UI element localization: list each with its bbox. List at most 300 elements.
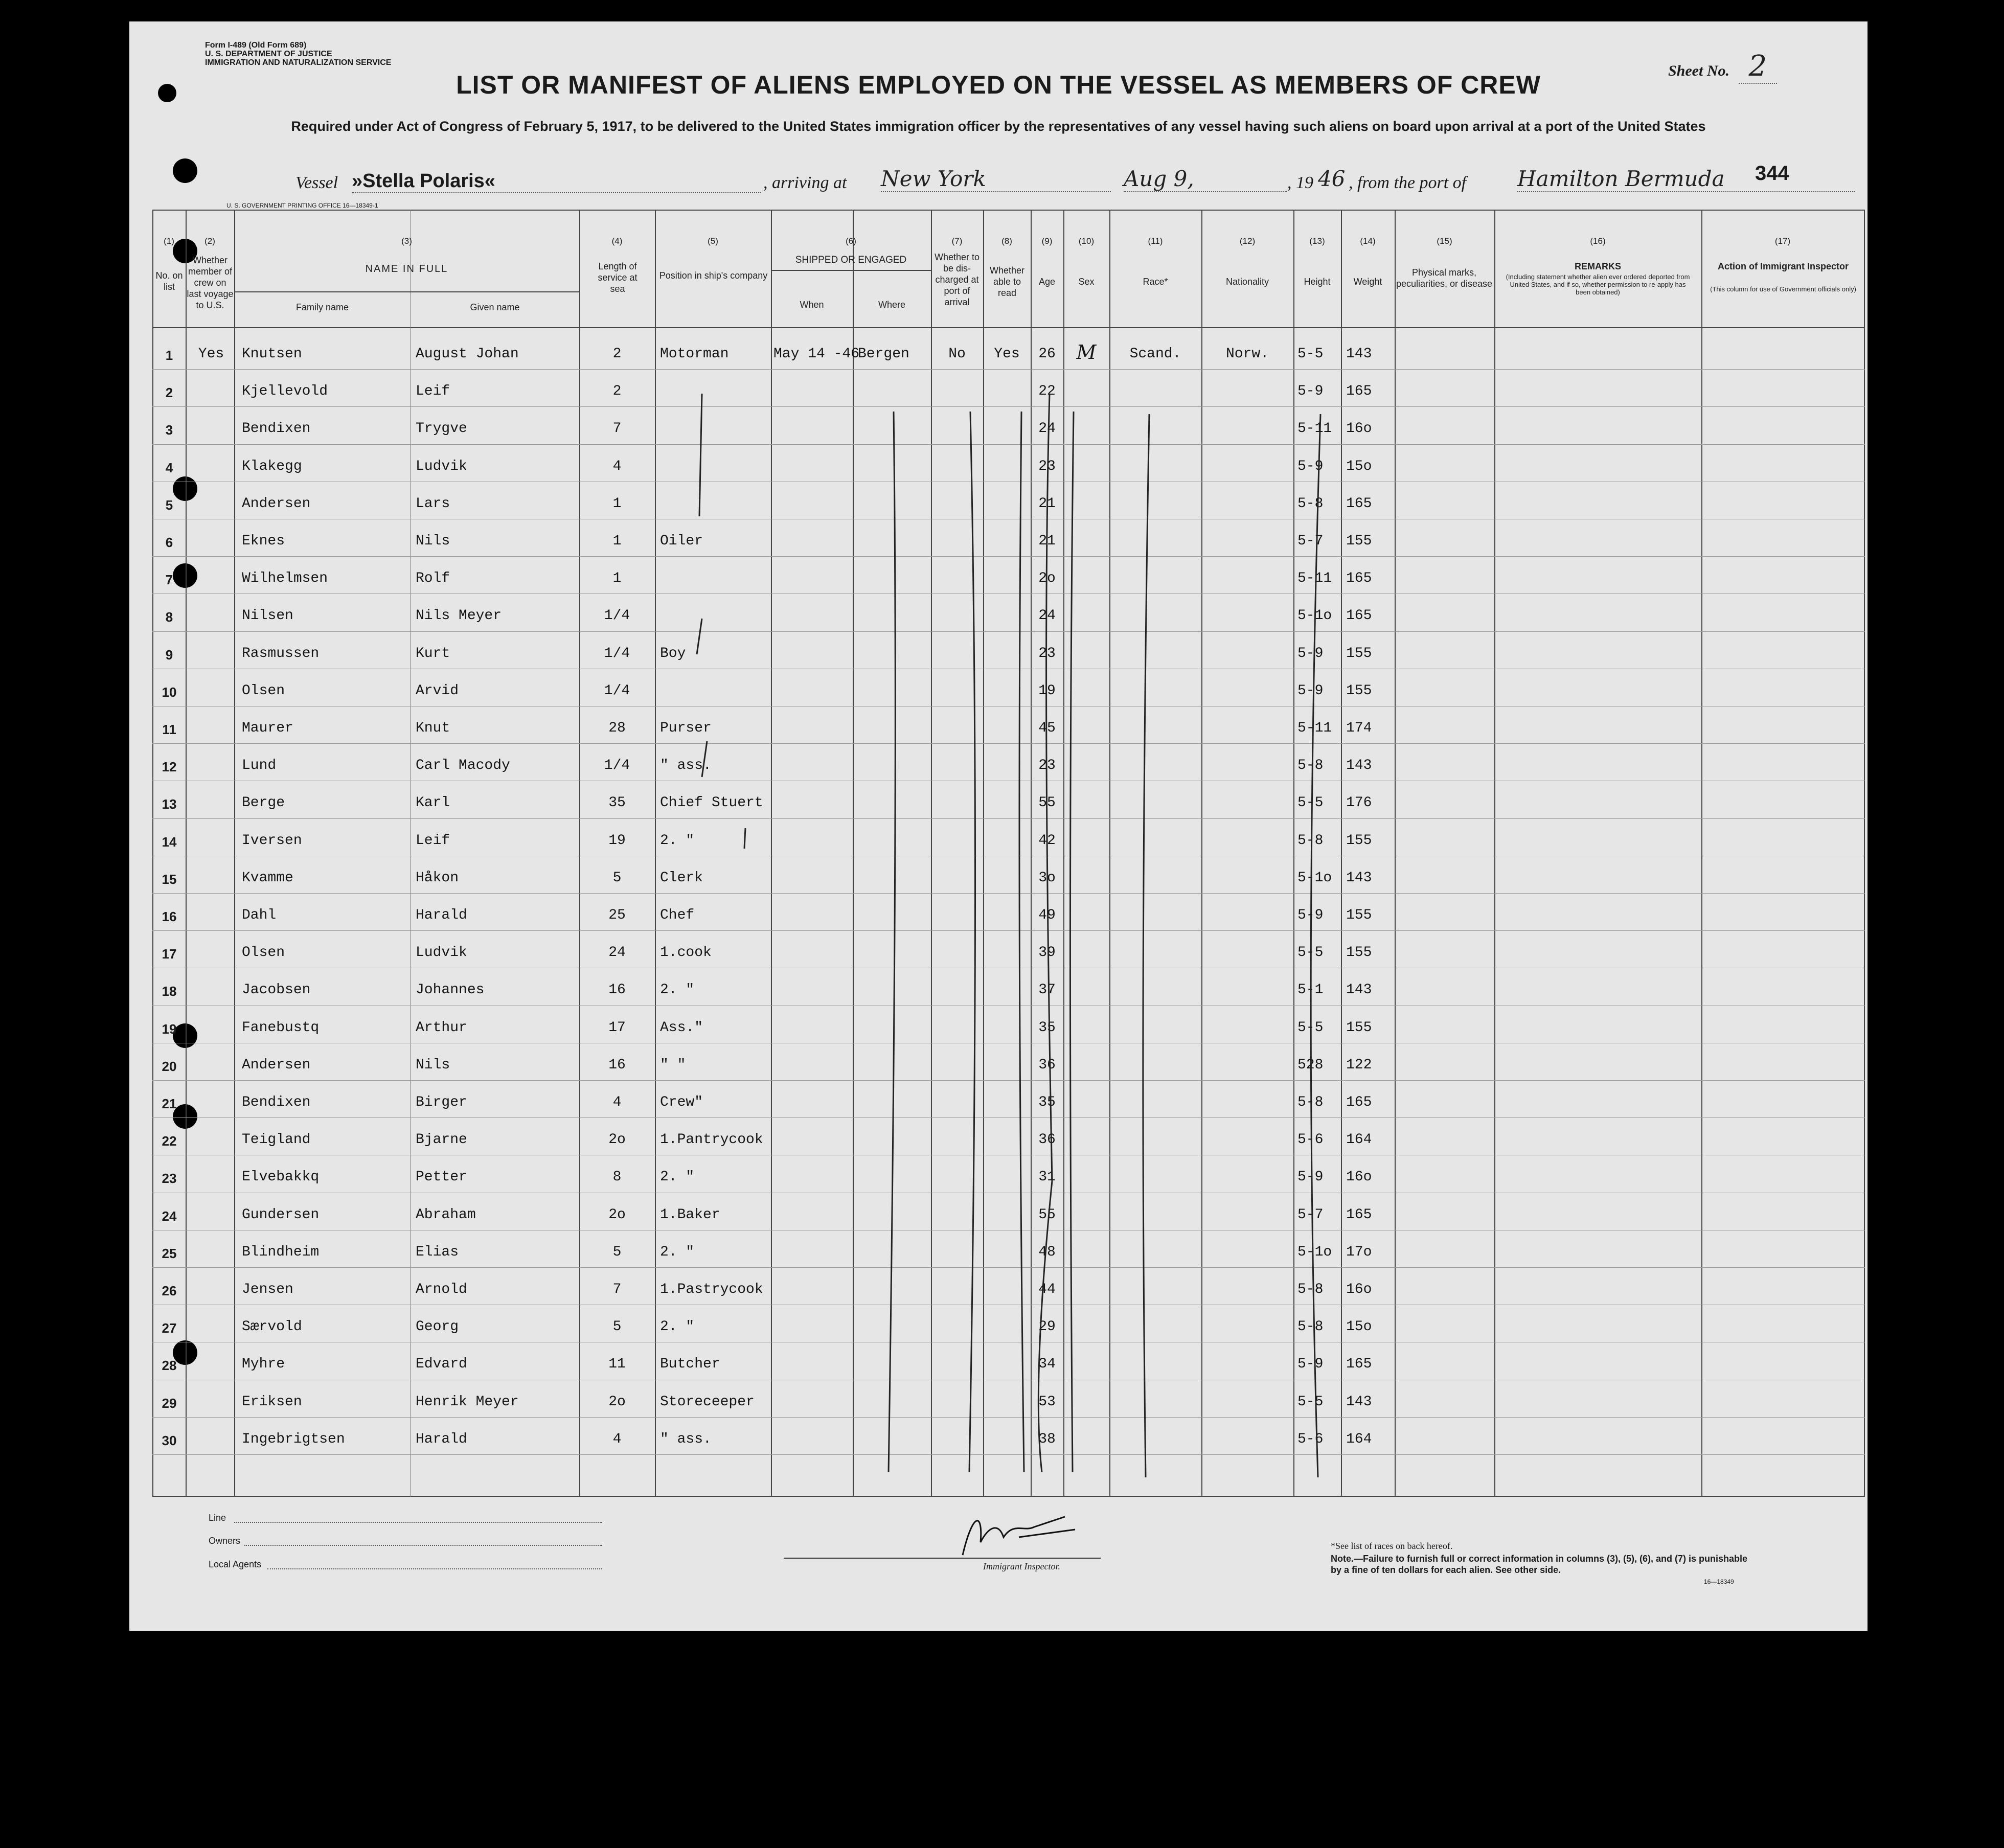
col-num-3: (3) bbox=[401, 236, 412, 246]
cell-family: Ingebrigtsen bbox=[242, 1431, 345, 1447]
cell-age: 24 bbox=[1038, 421, 1056, 437]
cell-length: 7 bbox=[612, 421, 622, 437]
cell-family: Knutsen bbox=[242, 346, 302, 362]
cell-given: Nils bbox=[416, 1057, 450, 1073]
cell-weight: 165 bbox=[1346, 571, 1372, 587]
ditto-strokes bbox=[152, 210, 1865, 1497]
col-num-15: (15) bbox=[1437, 236, 1452, 246]
cell-length: 35 bbox=[608, 795, 626, 811]
row-number: 16 bbox=[162, 909, 177, 924]
cell-height: 5-6 bbox=[1297, 1431, 1324, 1447]
arrival-date: Aug 9, bbox=[1124, 166, 1287, 192]
cell-given: Arvid bbox=[416, 682, 459, 699]
header-whether-member: Whether member of crew on last voyage to U.S. bbox=[187, 255, 234, 310]
cell-family: Maurer bbox=[242, 720, 293, 736]
cell-family: Klakegg bbox=[242, 458, 302, 474]
row-number: 18 bbox=[162, 984, 177, 999]
cell-length: 11 bbox=[608, 1356, 626, 1373]
cell-height: 5-9 bbox=[1297, 645, 1324, 661]
cell-weight: 16o bbox=[1346, 421, 1372, 437]
cell-position: 2. " bbox=[660, 982, 695, 998]
row-number: 14 bbox=[162, 834, 177, 850]
cell-given: Arnold bbox=[416, 1282, 467, 1297]
cell-family: Elvebakkq bbox=[242, 1169, 320, 1185]
cell-age: 24 bbox=[1038, 608, 1056, 624]
cell-height: 5-8 bbox=[1297, 1319, 1324, 1335]
row-number: 6 bbox=[165, 535, 173, 550]
cell-length: 25 bbox=[608, 907, 626, 923]
cell-position: 2. " bbox=[660, 832, 695, 849]
cell-age: 38 bbox=[1038, 1431, 1056, 1447]
row-number: 20 bbox=[162, 1058, 177, 1074]
row-number: 26 bbox=[162, 1283, 177, 1298]
header-action: Action of Immigrant Inspector bbox=[1717, 261, 1849, 271]
header-action-sub: (This column for use of Government officials only) bbox=[1710, 285, 1856, 293]
cell-height: 5-8 bbox=[1297, 1282, 1324, 1297]
cell-height: 5-1o bbox=[1297, 870, 1332, 886]
cell-height: 5-11 bbox=[1297, 571, 1332, 587]
cell-age: 48 bbox=[1038, 1244, 1056, 1260]
header-remarks-sub: (Including statement whether alien ever ordered deported from United States, and if so, whether permission to re-apply has been obtained) bbox=[1506, 273, 1690, 296]
cell-family: Wilhelmsen bbox=[242, 571, 328, 587]
cell-position: " ass. bbox=[660, 758, 712, 774]
cell-family: Teigland bbox=[242, 1132, 311, 1148]
cell-position: Boy bbox=[660, 645, 686, 661]
cell-weight: 165 bbox=[1346, 383, 1372, 400]
cell-length: 1/4 bbox=[604, 645, 630, 661]
cell-position: " " bbox=[660, 1057, 686, 1073]
cell-length: 4 bbox=[612, 458, 622, 474]
sheet-label: Sheet No. bbox=[1668, 62, 1729, 79]
arriving-port: New York bbox=[881, 166, 1111, 192]
cell-given: Birger bbox=[416, 1094, 467, 1110]
cell-length: 1 bbox=[612, 495, 622, 512]
footer-line-label: Line bbox=[209, 1513, 226, 1523]
cell-height: 5-8 bbox=[1297, 495, 1324, 512]
cell-given: Knut bbox=[416, 720, 450, 736]
col-num-4: (4) bbox=[611, 236, 623, 246]
cell-age: 35 bbox=[1038, 1094, 1056, 1110]
cell-length: 28 bbox=[608, 720, 626, 736]
from-port: Hamilton Bermuda bbox=[1517, 166, 1855, 192]
cell-height: 5-1o bbox=[1297, 1244, 1332, 1260]
row-number: 25 bbox=[162, 1245, 177, 1261]
cell-height: 5-5 bbox=[1297, 1019, 1324, 1036]
row-number: 29 bbox=[162, 1395, 177, 1411]
row-number: 3 bbox=[165, 422, 173, 438]
cell-weight: 155 bbox=[1346, 533, 1372, 549]
cell-family: Iversen bbox=[242, 832, 302, 849]
row-number: 24 bbox=[162, 1208, 177, 1224]
footer-agents-label: Local Agents bbox=[209, 1559, 262, 1569]
col-num-12: (12) bbox=[1239, 236, 1256, 246]
cell-length: 5 bbox=[612, 870, 622, 886]
cell-given: Karl bbox=[416, 795, 450, 811]
cell-when: May 14 -46 bbox=[773, 346, 860, 362]
cell-family: Særvold bbox=[242, 1319, 302, 1335]
row-number: 12 bbox=[162, 759, 177, 775]
cell-race: Scand. bbox=[1129, 346, 1181, 362]
cell-age: 22 bbox=[1038, 383, 1056, 400]
cell-length: 19 bbox=[608, 832, 626, 849]
header-where: Where bbox=[878, 300, 905, 310]
cell-position: Oiler bbox=[660, 533, 703, 549]
cell-family: Jacobsen bbox=[242, 982, 311, 998]
cell-age: 21 bbox=[1038, 533, 1056, 549]
col-num-1: (1) bbox=[164, 236, 174, 246]
cell-length: 1/4 bbox=[604, 758, 630, 774]
cell-length: 7 bbox=[612, 1282, 622, 1297]
cell-weight: 16o bbox=[1346, 1282, 1372, 1297]
cell-given: Abraham bbox=[416, 1206, 476, 1223]
cell-age: 19 bbox=[1038, 682, 1056, 699]
cell-height: 528 bbox=[1297, 1057, 1324, 1073]
cell-length: 2o bbox=[608, 1206, 626, 1223]
cell-given: Rolf bbox=[416, 571, 450, 587]
cell-family: Berge bbox=[242, 795, 285, 811]
signature-icon bbox=[952, 1507, 1085, 1563]
cell-height: 5-11 bbox=[1297, 421, 1332, 437]
immigrant-inspector-label: Immigrant Inspector. bbox=[983, 1561, 1060, 1571]
cell-given: Håkon bbox=[416, 870, 459, 886]
cell-age: 34 bbox=[1038, 1356, 1056, 1373]
cell-age: 36 bbox=[1038, 1057, 1056, 1073]
cell-length: 1/4 bbox=[604, 682, 630, 699]
cell-given: Henrik Meyer bbox=[416, 1394, 519, 1410]
row-number: 5 bbox=[165, 497, 173, 513]
row-number: 23 bbox=[162, 1171, 177, 1187]
cell-family: Rasmussen bbox=[242, 645, 320, 661]
cell-given: Lars bbox=[416, 495, 450, 512]
cell-age: 3o bbox=[1038, 870, 1056, 886]
cell-given: Leif bbox=[416, 832, 450, 849]
header-nationality: Nationality bbox=[1225, 277, 1269, 287]
header-race: Race* bbox=[1143, 277, 1168, 287]
cell-family: Olsen bbox=[242, 682, 285, 699]
cell-length: 4 bbox=[612, 1431, 622, 1447]
cell-read: Yes bbox=[994, 346, 1020, 362]
cell-height: 5-9 bbox=[1297, 682, 1324, 699]
cell-age: 39 bbox=[1038, 945, 1056, 961]
cell-family: Dahl bbox=[242, 907, 277, 923]
cell-age: 26 bbox=[1038, 346, 1056, 362]
page-subtitle: Required under Act of Congress of February 5, 1917, to be delivered to the United States immigration officer by the representatives of any vessel having such aliens on board upon arrival at a port of the United States bbox=[291, 119, 1706, 134]
cell-weight: 164 bbox=[1346, 1132, 1372, 1148]
cell-weight: 15o bbox=[1346, 458, 1372, 474]
cell-position: Motorman bbox=[660, 346, 729, 362]
cell-given: Trygve bbox=[416, 421, 467, 437]
cell-weight: 155 bbox=[1346, 682, 1372, 699]
cell-age: 55 bbox=[1038, 795, 1056, 811]
row-number: 4 bbox=[165, 460, 173, 475]
fine-note: Note.—Failure to furnish full or correct information in columns (3), (5), (6), and (7) is punishable by a fine of ten dollars for each alien. See other side. bbox=[1331, 1554, 1748, 1575]
form-id-block bbox=[205, 41, 391, 67]
form-id: Form I-489 (Old Form 689) bbox=[205, 41, 307, 50]
cell-height: 5-7 bbox=[1297, 1206, 1324, 1223]
cell-age: 23 bbox=[1038, 758, 1056, 774]
cell-family: Eriksen bbox=[242, 1394, 302, 1410]
cell-given: Edvard bbox=[416, 1356, 467, 1373]
col-num-11: (11) bbox=[1148, 236, 1163, 246]
cell-length: 8 bbox=[612, 1169, 622, 1185]
cell-weight: 143 bbox=[1346, 982, 1372, 998]
printing-office: U. S. GOVERNMENT PRINTING OFFICE 16—18349-1 bbox=[226, 202, 378, 209]
cell-weight: 165 bbox=[1346, 1356, 1372, 1373]
header-height: Height bbox=[1304, 277, 1331, 287]
col-num-8: (8) bbox=[1001, 236, 1012, 246]
row-number: 7 bbox=[165, 572, 173, 588]
col-num-6: (6) bbox=[846, 236, 856, 246]
cell-given: Harald bbox=[416, 907, 467, 923]
row-number: 11 bbox=[162, 722, 176, 737]
cell-height: 5-6 bbox=[1297, 1132, 1324, 1148]
row-number: 10 bbox=[162, 684, 177, 700]
row-number: 15 bbox=[162, 871, 177, 887]
col-num-10: (10) bbox=[1078, 236, 1095, 246]
cell-age: 49 bbox=[1038, 907, 1056, 923]
cell-given: Arthur bbox=[416, 1019, 467, 1036]
header-able-read: Whether able to read bbox=[989, 265, 1025, 298]
header-sex: Sex bbox=[1078, 277, 1095, 287]
col-num-2: (2) bbox=[204, 236, 215, 246]
cell-given: Petter bbox=[416, 1169, 467, 1185]
header-name-in-full: NAME IN FULL bbox=[365, 263, 448, 275]
cell-age: 42 bbox=[1038, 832, 1056, 849]
cell-given: Georg bbox=[416, 1319, 459, 1335]
cell-weight: 15o bbox=[1346, 1319, 1372, 1335]
cell-family: Olsen bbox=[242, 945, 285, 961]
cell-age: 36 bbox=[1038, 1132, 1056, 1148]
col-num-5: (5) bbox=[708, 236, 718, 246]
cell-position: " ass. bbox=[660, 1431, 712, 1447]
cell-given: Nils Meyer bbox=[416, 608, 502, 624]
row-number: 1 bbox=[165, 348, 173, 363]
cell-height: 5-9 bbox=[1297, 907, 1324, 923]
cell-member: Yes bbox=[198, 346, 224, 362]
cell-where: Bergen bbox=[858, 346, 909, 362]
vessel-line bbox=[295, 166, 1778, 197]
manifest-page bbox=[129, 21, 1868, 1631]
cell-weight: 155 bbox=[1346, 907, 1372, 923]
header-physical: Physical marks, peculiarities, or disease bbox=[1396, 267, 1493, 289]
cell-weight: 174 bbox=[1346, 720, 1372, 736]
cell-weight: 143 bbox=[1346, 346, 1372, 362]
cell-height: 5-5 bbox=[1297, 346, 1324, 362]
cell-height: 5-5 bbox=[1297, 795, 1324, 811]
cell-age: 23 bbox=[1038, 645, 1056, 661]
cell-height: 5-8 bbox=[1297, 832, 1324, 849]
cell-age: 35 bbox=[1038, 1019, 1056, 1036]
row-number: 17 bbox=[162, 946, 177, 962]
arrival-year: 46 bbox=[1318, 166, 1346, 191]
cell-position: Butcher bbox=[660, 1356, 720, 1373]
cell-family: Andersen bbox=[242, 1057, 311, 1073]
cell-family: Fanebustq bbox=[242, 1019, 320, 1036]
row-number: 22 bbox=[162, 1133, 177, 1149]
row-number: 28 bbox=[162, 1358, 177, 1374]
cell-length: 2 bbox=[612, 346, 622, 362]
cell-length: 5 bbox=[612, 1244, 622, 1260]
row-number: 13 bbox=[162, 796, 177, 812]
cell-length: 1 bbox=[612, 533, 622, 549]
cell-length: 16 bbox=[608, 982, 626, 998]
cell-weight: 155 bbox=[1346, 832, 1372, 849]
cell-length: 1/4 bbox=[604, 608, 630, 624]
header-no-on-list: No. on list bbox=[155, 270, 183, 292]
cell-position: 1.cook bbox=[660, 945, 712, 961]
cell-length: 16 bbox=[608, 1057, 626, 1073]
cell-given: Ludvik bbox=[416, 458, 467, 474]
cell-age: 23 bbox=[1038, 458, 1056, 474]
cell-length: 1 bbox=[612, 571, 622, 587]
col-num-16: (16) bbox=[1590, 236, 1606, 246]
vessel-label: Vessel bbox=[295, 173, 338, 192]
header-age: Age bbox=[1038, 277, 1056, 287]
cell-position: Chef bbox=[660, 907, 695, 923]
header-shipped-engaged: SHIPPED OR ENGAGED bbox=[795, 255, 907, 265]
cell-position: Storeceeper bbox=[660, 1394, 755, 1410]
header-remarks: REMARKS bbox=[1574, 261, 1621, 271]
cell-height: 5-9 bbox=[1297, 1356, 1324, 1373]
cell-length: 17 bbox=[608, 1019, 626, 1036]
sheet-number: 2 bbox=[1739, 50, 1778, 84]
cell-given: Ludvik bbox=[416, 945, 467, 961]
header-discharged: Whether to be dis-charged at port of arrival bbox=[934, 252, 980, 307]
cell-weight: 165 bbox=[1346, 1094, 1372, 1110]
header-position: Position in ship's company bbox=[659, 270, 768, 281]
arriving-label: , arriving at bbox=[763, 173, 847, 192]
cell-family: Kjellevold bbox=[242, 383, 328, 400]
races-note: *See list of races on back hereof. bbox=[1331, 1541, 1453, 1551]
cell-position: 1.Baker bbox=[660, 1206, 720, 1223]
cell-given: Leif bbox=[416, 383, 450, 400]
cell-height: 5-5 bbox=[1297, 945, 1324, 961]
cell-family: Jensen bbox=[242, 1282, 293, 1297]
header-family-name: Family name bbox=[295, 302, 349, 312]
from-port-label: , from the port of bbox=[1349, 173, 1467, 192]
row-number: 8 bbox=[165, 609, 173, 625]
cell-position: 2. " bbox=[660, 1319, 695, 1335]
cell-position: 2. " bbox=[660, 1169, 695, 1185]
cell-given: August Johan bbox=[416, 346, 519, 362]
year-prefix: , 19 bbox=[1287, 173, 1313, 192]
cell-age: 55 bbox=[1038, 1206, 1056, 1223]
row-number: 27 bbox=[162, 1320, 177, 1336]
cell-height: 5-8 bbox=[1297, 758, 1324, 774]
cell-age: 31 bbox=[1038, 1169, 1056, 1185]
cell-height: 5-1o bbox=[1297, 608, 1332, 624]
cell-family: Bendixen bbox=[242, 421, 311, 437]
punch-hole bbox=[173, 158, 197, 183]
cell-position: Clerk bbox=[660, 870, 703, 886]
header-length-service: Length of service at sea bbox=[598, 261, 637, 294]
cell-family: Bendixen bbox=[242, 1094, 311, 1110]
cell-sex: M bbox=[1076, 341, 1097, 363]
cell-height: 5-9 bbox=[1297, 383, 1324, 400]
cell-given: Harald bbox=[416, 1431, 467, 1447]
header-when: When bbox=[800, 300, 824, 310]
col-num-17: (17) bbox=[1774, 236, 1791, 246]
cell-length: 5 bbox=[612, 1319, 622, 1335]
inspector-signature bbox=[952, 1507, 1085, 1570]
cell-position: 1.Pastrycook bbox=[660, 1282, 763, 1297]
col-num-7: (7) bbox=[951, 236, 963, 246]
cell-given: Nils bbox=[416, 533, 450, 549]
cell-weight: 143 bbox=[1346, 870, 1372, 886]
stamp-number: 344 bbox=[1755, 162, 1789, 185]
service: IMMIGRATION AND NATURALIZATION SERVICE bbox=[205, 58, 392, 67]
cell-weight: 155 bbox=[1346, 945, 1372, 961]
cell-family: Andersen bbox=[242, 495, 311, 512]
cell-weight: 122 bbox=[1346, 1057, 1372, 1073]
cell-height: 5-1 bbox=[1297, 982, 1324, 998]
cell-family: Gundersen bbox=[242, 1206, 320, 1223]
row-number: 2 bbox=[165, 385, 173, 401]
crew-table bbox=[152, 210, 1865, 1497]
cell-family: Kvamme bbox=[242, 870, 293, 886]
cell-length: 2o bbox=[608, 1132, 626, 1148]
cell-weight: 143 bbox=[1346, 1394, 1372, 1410]
cell-given: Elias bbox=[416, 1244, 459, 1260]
page-title: LIST OR MANIFEST OF ALIENS EMPLOYED ON THE VESSEL AS MEMBERS OF CREW bbox=[456, 71, 1541, 99]
cell-length: 2 bbox=[612, 383, 622, 400]
cell-age: 2o bbox=[1038, 571, 1056, 587]
cell-age: 29 bbox=[1038, 1319, 1056, 1335]
cell-age: 53 bbox=[1038, 1394, 1056, 1410]
cell-height: 5-8 bbox=[1297, 1094, 1324, 1110]
cell-age: 21 bbox=[1038, 495, 1056, 512]
cell-position: Crew" bbox=[660, 1094, 703, 1110]
cell-position: Ass." bbox=[660, 1019, 703, 1036]
cell-age: 45 bbox=[1038, 720, 1056, 736]
cell-age: 44 bbox=[1038, 1282, 1056, 1297]
row-number: 19 bbox=[162, 1021, 177, 1037]
cell-weight: 165 bbox=[1346, 608, 1372, 624]
cell-position: Purser bbox=[660, 720, 712, 736]
col-num-14: (14) bbox=[1360, 236, 1376, 246]
cell-family: Myhre bbox=[242, 1356, 285, 1373]
cell-weight: 155 bbox=[1346, 1019, 1372, 1036]
row-number: 30 bbox=[162, 1432, 177, 1448]
form-code: 16—18349 bbox=[1704, 1578, 1734, 1585]
department: U. S. DEPARTMENT OF JUSTICE bbox=[205, 50, 332, 58]
cell-position: 2. " bbox=[660, 1244, 695, 1260]
row-number: 9 bbox=[165, 647, 173, 663]
cell-nationality: Norw. bbox=[1225, 346, 1269, 362]
cell-height: 5-5 bbox=[1297, 1394, 1324, 1410]
cell-age: 37 bbox=[1038, 982, 1056, 998]
cell-weight: 143 bbox=[1346, 758, 1372, 774]
cell-discharged: No bbox=[948, 346, 966, 362]
cell-family: Blindheim bbox=[242, 1244, 320, 1260]
col-num-13: (13) bbox=[1309, 236, 1325, 246]
cell-length: 2o bbox=[608, 1394, 626, 1410]
cell-given: Bjarne bbox=[416, 1132, 467, 1148]
cell-weight: 165 bbox=[1346, 495, 1372, 512]
cell-length: 4 bbox=[612, 1094, 622, 1110]
cell-family: Lund bbox=[242, 758, 277, 774]
cell-position: 1.Pantrycook bbox=[660, 1132, 763, 1148]
cell-family: Eknes bbox=[242, 533, 285, 549]
row-number: 21 bbox=[162, 1096, 177, 1111]
cell-height: 5-9 bbox=[1297, 458, 1324, 474]
cell-length: 24 bbox=[608, 945, 626, 961]
cell-family: Nilsen bbox=[242, 608, 293, 624]
cell-height: 5-7 bbox=[1297, 533, 1324, 549]
cell-given: Johannes bbox=[416, 982, 485, 998]
col-num-9: (9) bbox=[1041, 236, 1053, 246]
header-given-name: Given name bbox=[470, 302, 520, 312]
